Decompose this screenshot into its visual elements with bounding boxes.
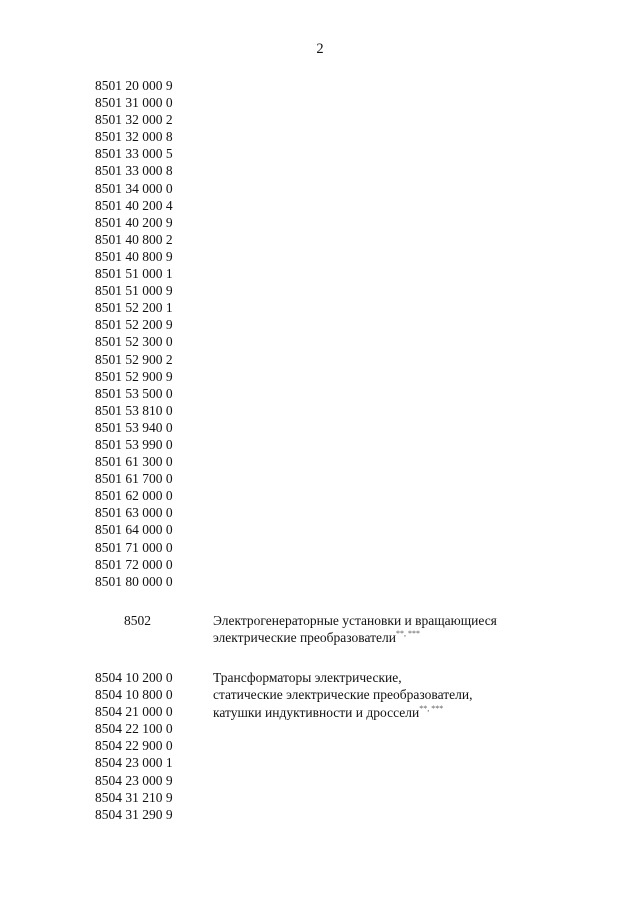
code-list-8501	[95, 77, 173, 590]
tn-ved-code: 8501 80 000 0	[95, 573, 173, 589]
tn-ved-code: 8501 64 000 0	[95, 522, 173, 538]
tn-ved-code: 8501 52 300 0	[95, 334, 173, 350]
tn-ved-code: 8501 40 200 4	[95, 197, 173, 213]
tn-ved-code: 8504 23 000 1	[95, 755, 173, 771]
tn-ved-code: 8504 31 290 9	[95, 806, 173, 822]
tn-ved-code: 8504 22 900 0	[95, 738, 173, 754]
tn-ved-code: 8501 62 000 0	[95, 488, 173, 504]
tn-ved-code: 8504 10 800 0	[95, 687, 173, 703]
tn-ved-code: 8504 31 210 9	[95, 789, 173, 805]
page-number: 2	[316, 41, 324, 57]
tn-ved-code: 8501 51 000 1	[95, 266, 173, 282]
tn-ved-code: 8501 52 200 1	[95, 300, 173, 316]
tn-ved-code: 8501 71 000 0	[95, 539, 173, 555]
heading-code-8502: 8502	[124, 613, 151, 628]
tn-ved-code: 8501 20 000 9	[95, 78, 173, 93]
footnote-mark: **, ***	[395, 629, 420, 639]
tn-ved-code: 8501 33 000 8	[95, 163, 173, 179]
tn-ved-code: 8501 52 900 2	[95, 351, 173, 367]
tn-ved-code: 8501 52 200 9	[95, 317, 173, 333]
tn-ved-code: 8501 51 000 9	[95, 283, 173, 299]
tn-ved-code: 8504 23 000 9	[95, 772, 173, 788]
tn-ved-code: 8501 61 700 0	[95, 471, 173, 487]
code-list-8504	[95, 669, 173, 823]
tn-ved-code: 8501 40 800 9	[95, 248, 173, 264]
tn-ved-code: 8501 31 000 0	[95, 95, 173, 111]
tn-ved-code: 8501 34 000 0	[95, 180, 173, 196]
tn-ved-code: 8501 53 940 0	[95, 419, 173, 435]
description-8502	[213, 612, 497, 647]
description-line: Электрогенераторные установки и вращающиеся	[213, 613, 497, 628]
tn-ved-code: 8501 72 000 0	[95, 556, 173, 572]
tn-ved-code: 8501 61 300 0	[95, 454, 173, 470]
description-line: статические электрические преобразователи,	[213, 687, 473, 703]
description-line	[213, 629, 497, 646]
tn-ved-code: 8501 53 500 0	[95, 385, 173, 401]
tn-ved-code: 8501 40 800 2	[95, 231, 173, 247]
tn-ved-code: 8504 10 200 0	[95, 670, 173, 685]
tn-ved-code: 8501 33 000 5	[95, 146, 173, 162]
tn-ved-code: 8504 22 100 0	[95, 721, 173, 737]
description-text: катушки индуктивности и дроссели	[213, 704, 420, 720]
tn-ved-code: 8501 53 990 0	[95, 436, 173, 452]
tn-ved-code: 8501 32 000 8	[95, 129, 173, 145]
tn-ved-code: 8501 52 900 9	[95, 368, 173, 384]
tn-ved-code: 8501 63 000 0	[95, 505, 173, 521]
description-line	[213, 704, 472, 721]
tn-ved-code: 8501 40 200 9	[95, 214, 173, 230]
description-8504	[213, 669, 472, 721]
tn-ved-code: 8501 32 000 2	[95, 112, 173, 128]
description-text: электрические преобразователи	[213, 630, 396, 646]
tn-ved-code: 8501 53 810 0	[95, 402, 173, 418]
description-line: Трансформаторы электрические,	[213, 670, 402, 685]
tn-ved-code: 8504 21 000 0	[95, 704, 173, 720]
footnote-mark: **, ***	[419, 703, 444, 713]
